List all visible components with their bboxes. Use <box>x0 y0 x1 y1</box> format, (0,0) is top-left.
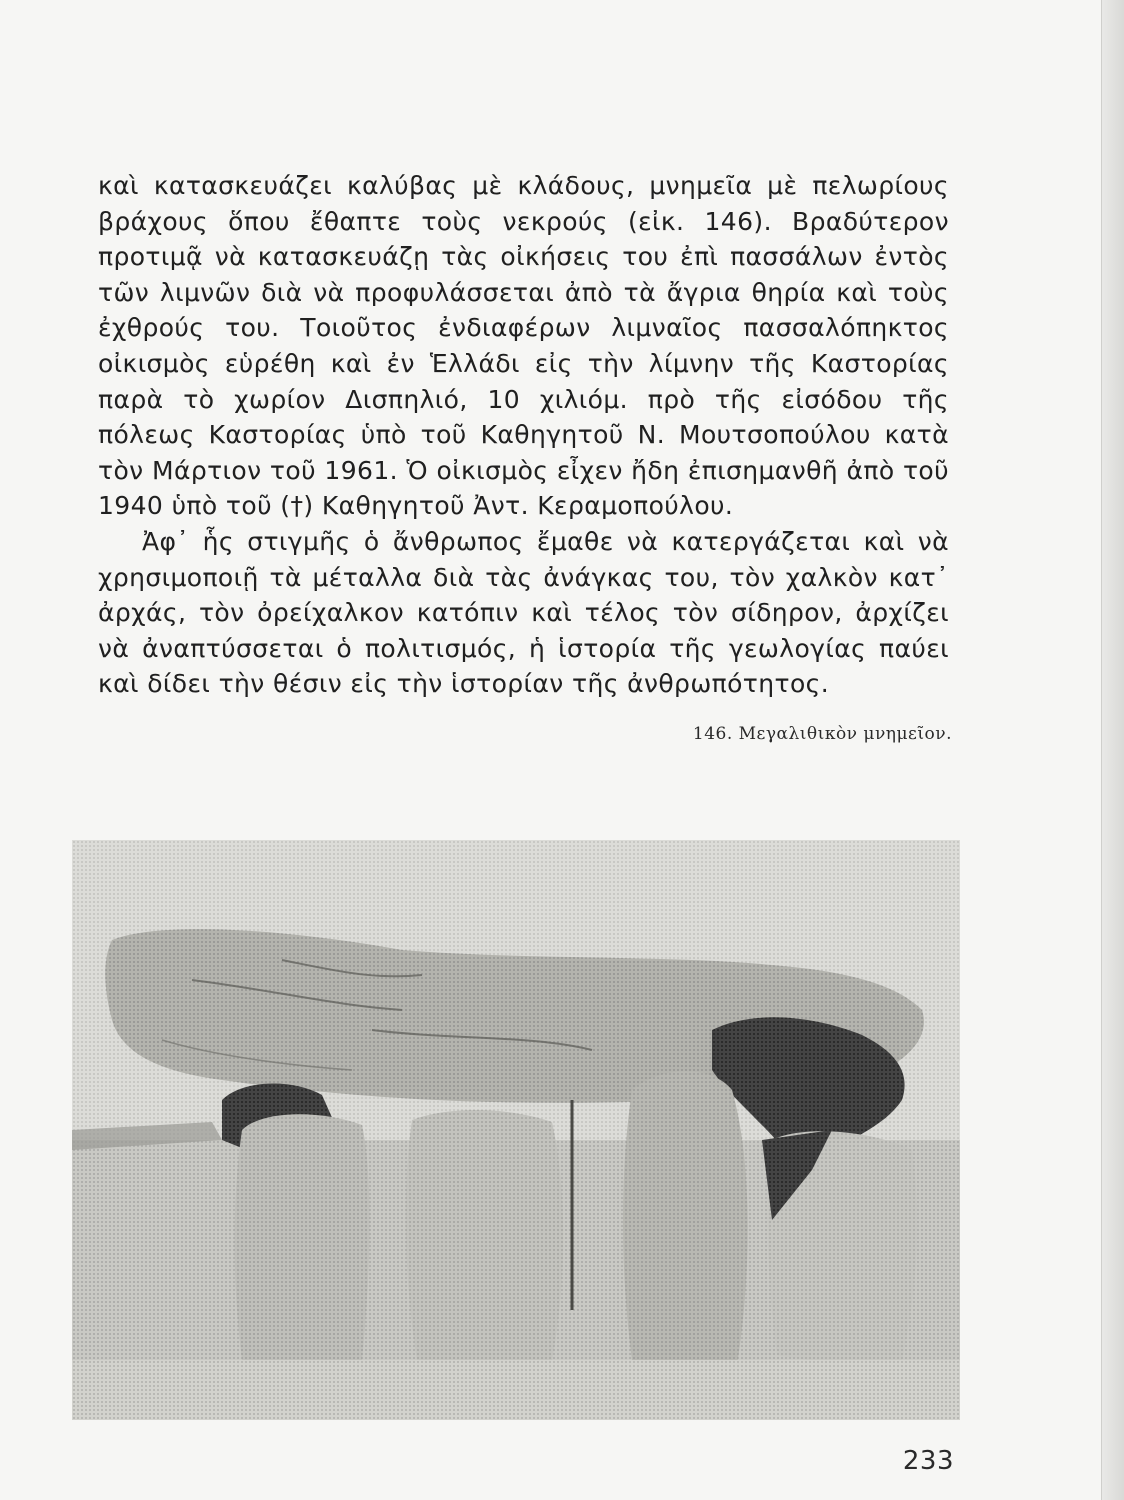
paragraph-2: Ἀφ᾽ ἧς στιγμῆς ὁ ἄνθρωπος ἔμαθε νὰ κατεργάζεται καὶ νὰ χρησιμοποιῇ τὰ μέταλλα διὰ τὰς ἀνάγκας του, τὸν χαλκὸν κατ᾽ ἀρχάς, τὸν ὀρείχαλκον κατόπιν καὶ τέλος τὸν σίδηρον, ἀρχίζει νὰ ἀναπτύσσεται ὁ πολιτισμός, ἡ ἱστορία τῆς γεωλογίας παύει καὶ δίδει τὴν θέσιν εἰς τὴν ἱστορίαν τῆς ἀνθρωπότητος. <box>98 526 949 699</box>
megalithic-monument-photo <box>72 840 960 1420</box>
page-number: 233 <box>902 1446 954 1476</box>
body-text <box>98 168 949 702</box>
paragraph-1: καὶ κατασκευάζει καλύβας μὲ κλάδους, μνημεῖα μὲ πελωρίους βράχους ὅπου ἔθαπτε τοὺς νεκρούς (εἰκ. 146). Βραδύτερον προτιμᾷ νὰ κατασκευάζῃ τὰς οἰκήσεις του ἐπὶ πασσάλων ἐντὸς τῶν λιμνῶν διὰ νὰ προφυλάσσεται ἀπὸ τὰ ἄγρια θηρία καὶ τοὺς ἐχθρούς του. Τοιοῦτος ἐνδιαφέρων λιμναῖος πασσαλόπηκτος οἰκισμὸς εὑρέθη καὶ ἐν Ἑλλάδι εἰς τὴν λίμνην τῆς Καστορίας παρὰ τὸ χωρίον Δισπηλιό, 10 χιλιόμ. πρὸ τῆς εἰσόδου τῆς πόλεως Καστορίας ὑπὸ τοῦ Καθηγητοῦ Ν. Μουτσοπούλου κατὰ τὸν Μάρτιον τοῦ 1961. Ὁ οἰκισμὸς εἶχεν ἤδη ἐπισημανθῆ ἀπὸ τοῦ 1940 ὑπὸ τοῦ (†) Καθηγητοῦ Ἀντ. Κεραμοπούλου. <box>98 171 949 521</box>
page-edge <box>1101 0 1124 1500</box>
figure-caption: 146. Μεγαλιθικὸν μνημεῖον. <box>692 724 952 744</box>
